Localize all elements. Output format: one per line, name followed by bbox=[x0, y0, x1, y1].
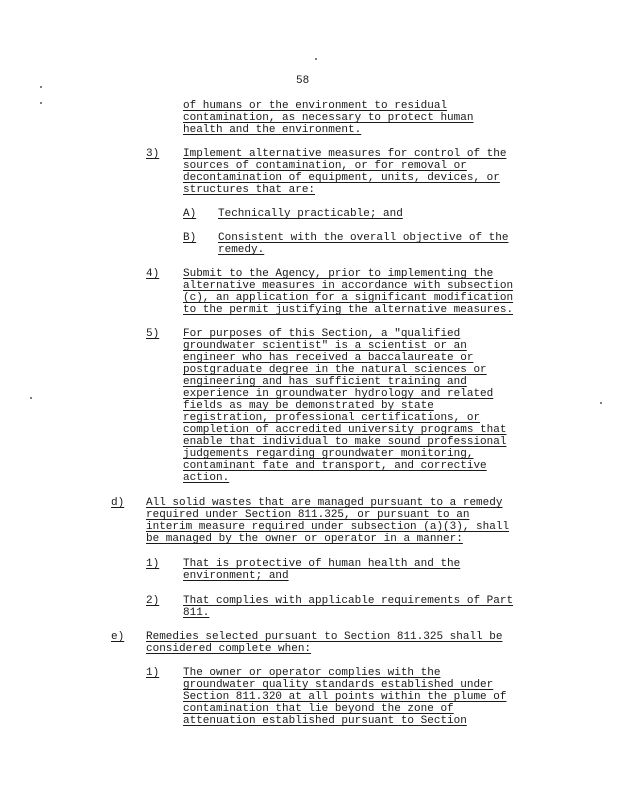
item-3a-line: Technically practicable; and bbox=[218, 208, 403, 220]
item-3-line: structures that are: bbox=[183, 184, 316, 196]
page-number: 58 bbox=[296, 75, 310, 87]
section-d-item-2-line: 811. bbox=[183, 607, 210, 619]
section-d-line: be managed by the owner or operator in a manner: bbox=[146, 533, 463, 545]
section-e-item-1-line: attenuation established pursuant to Section bbox=[183, 715, 467, 727]
intro-line: health and the environment. bbox=[183, 124, 362, 136]
section-e-item-1-label: 1) bbox=[146, 667, 160, 679]
intro-line: of humans or the environment to residual bbox=[183, 100, 448, 112]
item-3-line: decontamination of equipment, units, devices, or bbox=[183, 172, 500, 184]
section-d-item-1-line: environment; and bbox=[183, 570, 289, 582]
scan-speck bbox=[315, 58, 317, 60]
intro-line: contamination, as necessary to protect human bbox=[183, 112, 474, 124]
scan-speck bbox=[30, 397, 32, 399]
section-e-item-1-line: groundwater quality standards established under bbox=[183, 679, 494, 691]
item-3b-line: remedy. bbox=[218, 244, 265, 256]
section-e-line: Remedies selected pursuant to Section 811.325 shall be bbox=[146, 631, 503, 643]
scan-speck bbox=[600, 402, 602, 404]
item-3-line: Implement alternative measures for control of the bbox=[183, 148, 507, 160]
section-e-line: considered complete when: bbox=[146, 643, 312, 655]
section-e-label: e) bbox=[111, 631, 125, 643]
item-5-line: For purposes of this Section, a "qualified bbox=[183, 328, 461, 340]
item-4-line: Submit to the Agency, prior to implementing the bbox=[183, 268, 494, 280]
item-3b-label: B) bbox=[183, 232, 197, 244]
item-5-line: enable that individual to make sound professional bbox=[183, 436, 507, 448]
item-3-line: sources of contamination, or for removal or bbox=[183, 160, 467, 172]
item-3b-line: Consistent with the overall objective of the bbox=[218, 232, 509, 244]
section-d-line: All solid wastes that are managed pursuant to a remedy bbox=[146, 497, 503, 509]
item-3-label: 3) bbox=[146, 148, 160, 160]
scan-speck bbox=[40, 102, 42, 104]
section-d-item-1-label: 1) bbox=[146, 558, 160, 570]
item-4-label: 4) bbox=[146, 268, 160, 280]
section-d-line: interim measure required under subsection (a)(3), shall bbox=[146, 521, 510, 533]
section-d-label: d) bbox=[111, 497, 125, 509]
item-4-line: (c), an application for a significant modification bbox=[183, 292, 514, 304]
item-5-line: completion of accredited university programs that bbox=[183, 424, 507, 436]
item-5-line: engineer who has received a baccalaureate or bbox=[183, 352, 474, 364]
item-4-line: alternative measures in accordance with subsection bbox=[183, 280, 514, 292]
item-5-line: engineering and has sufficient training and bbox=[183, 376, 467, 388]
item-5-line: fields as may be demonstrated by state bbox=[183, 400, 434, 412]
section-d-line: required under Section 811.325, or pursuant to an bbox=[146, 509, 470, 521]
item-5-line: contaminant fate and transport, and corrective bbox=[183, 460, 487, 472]
item-5-line: judgements regarding groundwater monitoring, bbox=[183, 448, 474, 460]
item-5-line: registration, professional certifications, or bbox=[183, 412, 481, 424]
section-d-item-2-label: 2) bbox=[146, 595, 160, 607]
section-d-item-2-line: That complies with applicable requirements of Part bbox=[183, 595, 514, 607]
section-d-item-1-line: That is protective of human health and the bbox=[183, 558, 461, 570]
scan-speck bbox=[40, 86, 42, 88]
section-e-item-1-line: Section 811.320 at all points within the plume of bbox=[183, 691, 507, 703]
item-3a-label: A) bbox=[183, 208, 197, 220]
item-5-line: postgraduate degree in the natural sciences or bbox=[183, 364, 487, 376]
item-4-line: to the permit justifying the alternative measures. bbox=[183, 304, 514, 316]
item-5-label: 5) bbox=[146, 328, 160, 340]
item-5-line: action. bbox=[183, 472, 230, 484]
item-5-line: groundwater scientist" is a scientist or an bbox=[183, 340, 467, 352]
section-e-item-1-line: contamination that lie beyond the zone of bbox=[183, 703, 454, 715]
section-e-item-1-line: The owner or operator complies with the bbox=[183, 667, 441, 679]
item-5-line: experience in groundwater hydrology and related bbox=[183, 388, 494, 400]
